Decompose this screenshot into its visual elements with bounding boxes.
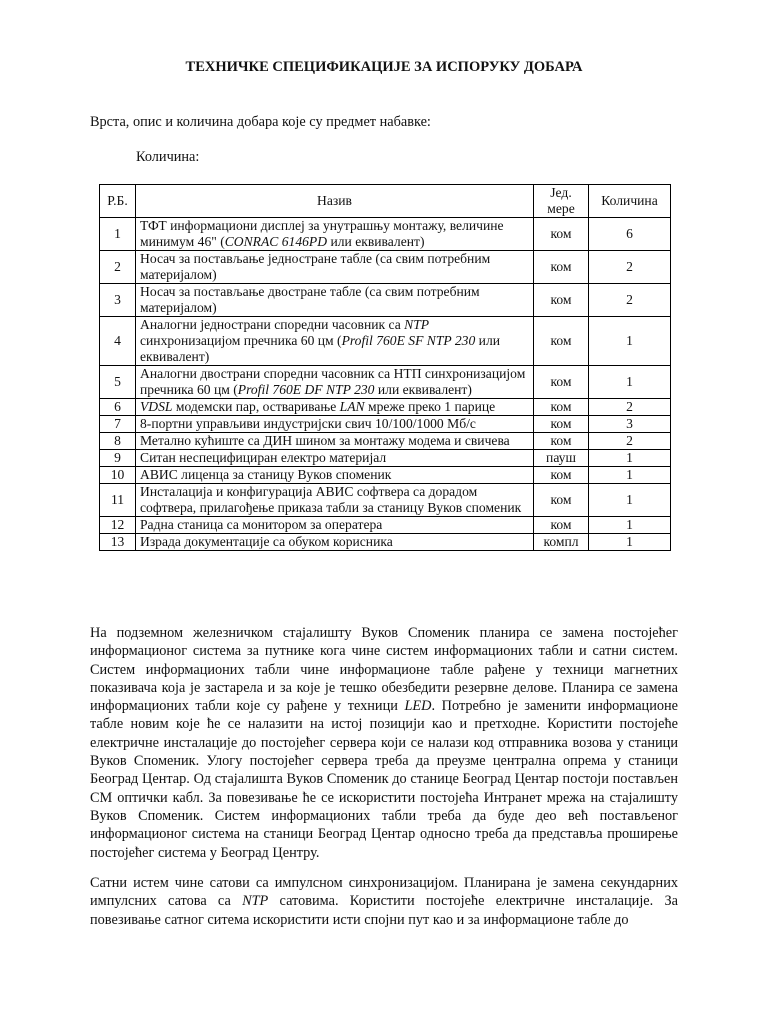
header-rb: Р.Б. <box>100 185 136 218</box>
cell-unit: ком <box>534 467 589 484</box>
cell-name: АВИС лиценца за станицу Вуков споменик <box>136 467 534 484</box>
description-paragraph-2: Сатни истем чине сатови са импулсном синхронизацијом. Планирана је замена секундарних импулсних сатова са NTP сатовима. Користити постојеће електричне инсталације. За повезивање сатног ситема искористити исти спојни пут као и за информационе табле до <box>90 875 678 928</box>
cell-name: Израда документације са обуком корисника <box>136 534 534 551</box>
description-paragraph-1: На подземном железничком стајалишту Вуков Споменик планира се замена постојећег информационог система за путнике кога чине систем информационих табли и сатни систем. Систем информационих табли чине информационе табле рађене у техници магнетних показивача која је застарела и за које је тешко обезбедити резервне делове. Планира се замена информационих табли које су рађене у техници LED. Потребно је заменити информационе табле новим које ће се налазити на истој позицији као и претходне. Користити постојеће електричне инсталације до постојећег сервера који се налази код отправника возова у станици Вуков Споменик. Улогу постојећег сервера треба да преузме централна опрема у станици Београд Центар. Од стајалишта Вуков Споменик до станице Београд Центар постоји постављен СМ оптички кабл. За повезивање ће се искористити постојећа Интранет мрежа на стајалишту Вуков Споменик. Систем информационих табли треба да буде део већ постављеног информационог система на станици Београд Центар односно треба да представља проширење постојећег система у Београд Центру. <box>90 625 678 861</box>
cell-quantity: 1 <box>589 517 671 534</box>
table-row <box>100 534 671 551</box>
cell-quantity: 1 <box>589 534 671 551</box>
cell-rb: 12 <box>100 517 136 534</box>
cell-quantity: 1 <box>589 366 671 399</box>
table-row <box>100 218 671 251</box>
cell-unit: ком <box>534 433 589 450</box>
cell-quantity: 6 <box>589 218 671 251</box>
cell-rb: 3 <box>100 284 136 317</box>
table-row <box>100 284 671 317</box>
cell-quantity: 2 <box>589 433 671 450</box>
cell-quantity: 1 <box>589 467 671 484</box>
cell-quantity: 1 <box>589 484 671 517</box>
table-header-row <box>100 185 671 218</box>
cell-unit: ком <box>534 284 589 317</box>
table-row <box>100 251 671 284</box>
cell-name: Носач за постављање двостране табле (са свим потребним материјалом) <box>136 284 534 317</box>
cell-unit: ком <box>534 251 589 284</box>
cell-unit: компл <box>534 534 589 551</box>
cell-unit: ком <box>534 218 589 251</box>
cell-quantity: 1 <box>589 450 671 467</box>
cell-rb: 6 <box>100 399 136 416</box>
table-row <box>100 517 671 534</box>
table-row <box>100 484 671 517</box>
cell-name: Инсталација и конфигурација АВИС софтвера са дорадом софтвера, прилагођење приказа табли за станицу Вуков споменик <box>136 484 534 517</box>
cell-quantity: 2 <box>589 284 671 317</box>
cell-unit: ком <box>534 517 589 534</box>
cell-name: Аналогни двострани споредни часовник са НТП синхронизацијом пречника 60 цм (Profil 760E DF NTP 230 или еквивалент) <box>136 366 534 399</box>
cell-unit: ком <box>534 317 589 366</box>
cell-rb: 13 <box>100 534 136 551</box>
cell-unit: ком <box>534 366 589 399</box>
specification-table <box>99 184 671 551</box>
cell-rb: 7 <box>100 416 136 433</box>
header-unit: Јед. мере <box>534 185 589 218</box>
cell-name: Носач за постављање једностране табле (са свим потребним материјалом) <box>136 251 534 284</box>
cell-name: VDSL модемски пар, остваривање LAN мреже преко 1 парице <box>136 399 534 416</box>
cell-rb: 2 <box>100 251 136 284</box>
table-row <box>100 317 671 366</box>
cell-name: Метално кућиште са ДИН шином за монтажу модема и свичева <box>136 433 534 450</box>
table-body <box>100 218 671 551</box>
header-name: Назив <box>136 185 534 218</box>
cell-name: Ситан неспецифициран електро материјал <box>136 450 534 467</box>
intro-text: Врста, опис и количина добара које су предмет набавке: <box>90 114 431 130</box>
cell-name: Аналогни једнострани споредни часовник са NTP синхронизацијом пречника 60 цм (Profil 760E SF NTP 230 или еквивалент) <box>136 317 534 366</box>
cell-rb: 5 <box>100 366 136 399</box>
cell-rb: 11 <box>100 484 136 517</box>
cell-unit: ком <box>534 416 589 433</box>
table-row <box>100 416 671 433</box>
header-quantity: Количина <box>589 185 671 218</box>
cell-name: 8-портни управљиви индустријски свич 10/100/1000 Мб/с <box>136 416 534 433</box>
cell-rb: 10 <box>100 467 136 484</box>
cell-unit: ком <box>534 484 589 517</box>
table-row <box>100 467 671 484</box>
table-row <box>100 450 671 467</box>
table-row <box>100 399 671 416</box>
table-row <box>100 366 671 399</box>
cell-quantity: 1 <box>589 317 671 366</box>
cell-rb: 4 <box>100 317 136 366</box>
cell-unit: ком <box>534 399 589 416</box>
table-row <box>100 433 671 450</box>
cell-name: ТФТ информациони дисплеј за унутрашњу монтажу, величине минимум 46" (CONRAC 6146PD или еквивалент) <box>136 218 534 251</box>
quantity-label: Количина: <box>136 149 200 165</box>
cell-name: Радна станица са монитором за оператера <box>136 517 534 534</box>
cell-unit: пауш <box>534 450 589 467</box>
cell-quantity: 2 <box>589 251 671 284</box>
document-title: ТЕХНИЧКЕ СПЕЦИФИКАЦИЈЕ ЗА ИСПОРУКУ ДОБАРА <box>185 59 583 75</box>
cell-rb: 1 <box>100 218 136 251</box>
cell-quantity: 2 <box>589 399 671 416</box>
cell-quantity: 3 <box>589 416 671 433</box>
cell-rb: 8 <box>100 433 136 450</box>
cell-rb: 9 <box>100 450 136 467</box>
